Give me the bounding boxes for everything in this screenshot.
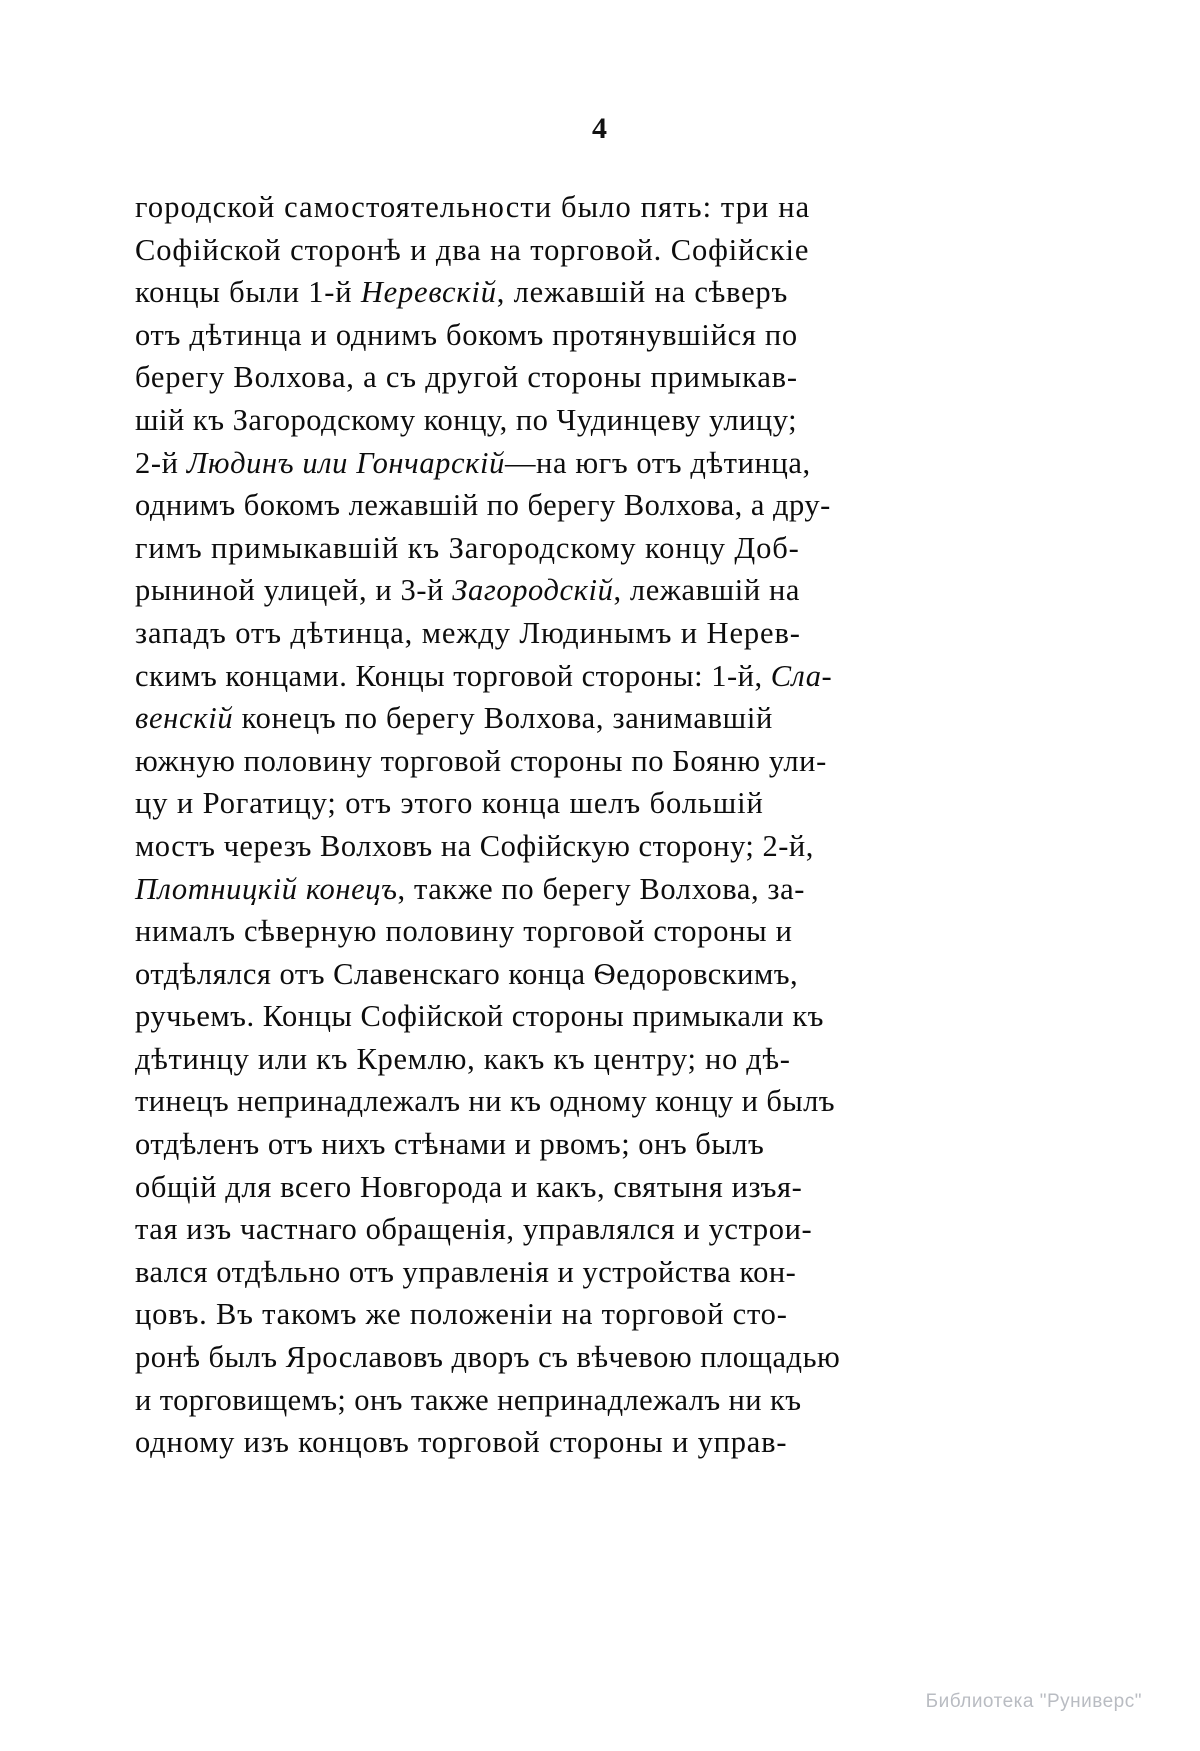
text-line: отдѣлялся отъ Славенскаго конца Ѳедоровскимъ, [135, 956, 799, 991]
text-line: скимъ концами. Концы торговой стороны: 1-й, Сла- [135, 658, 833, 693]
text-line: и торговищемъ; онъ также непринадлежалъ ни къ [135, 1382, 802, 1417]
text-line: цу и Рогатицу; отъ этого конца шелъ большій [135, 786, 764, 821]
text-line: дѣтинцу или къ Кремлю, какъ къ центру; но дѣ- [135, 1041, 791, 1076]
library-watermark: Библиотека "Руниверс" [925, 1691, 1142, 1712]
text-line: одному изъ концовъ торговой стороны и управ- [135, 1425, 788, 1460]
text-line: концы были 1-й Неревскій, лежавшій на сѣверъ [135, 275, 789, 310]
text-line: отъ дѣтинца и однимъ бокомъ протянувшійся по [135, 317, 798, 352]
text-line: западъ отъ дѣтинца, между Людинымъ и Нерев- [135, 615, 801, 650]
text-line: мостъ черезъ Волховъ на Софійскую сторону; 2-й, [135, 828, 814, 863]
text-line: берегу Волхова, а съ другой стороны примыкав- [135, 360, 798, 395]
text-line: южную половину торговой стороны по Бояню ули- [135, 743, 827, 778]
text-line: нималъ сѣверную половину торговой стороны и [135, 914, 793, 949]
text-line: ронѣ былъ Ярославовъ дворъ съ вѣчевою площадью [135, 1340, 841, 1375]
text-line: цовъ. Въ такомъ же положеніи на торговой сто- [135, 1297, 788, 1332]
page-number: 4 [592, 112, 608, 145]
text-line: рыниной улицей, и 3-й Загородскій, лежавшій на [135, 573, 801, 608]
text-line: ручьемъ. Концы Софійской стороны примыкали къ [135, 999, 824, 1034]
text-line: вался отдѣльно отъ управленія и устройства кон- [135, 1254, 797, 1289]
text-line: 2-й Людинъ или Гончарскій—на югъ отъ дѣтинца, [135, 445, 811, 480]
text-line: тая изъ частнаго обращенія, управлялся и устрои- [135, 1212, 813, 1247]
text-line: общій для всего Новгорода и какъ, святыня изъя- [135, 1169, 803, 1204]
text-line: однимъ бокомъ лежавшій по берегу Волхова, а дру- [135, 488, 831, 523]
text-line: тинецъ непринадлежалъ ни къ одному концу и былъ [135, 1084, 835, 1119]
text-line: отдѣленъ отъ нихъ стѣнами и рвомъ; онъ былъ [135, 1127, 765, 1162]
body-text [135, 186, 953, 1464]
text-line: Софійской сторонѣ и два на торговой. Софійскіе [135, 232, 810, 267]
text-line: Плотницкій конецъ, также по берегу Волхова, за- [135, 871, 805, 906]
text-line: гимъ примыкавшій къ Загородскому концу Доб- [135, 530, 800, 565]
text-line: городской самостоятельности было пять: три на [135, 190, 811, 224]
text-line: шій къ Загородскому концу, по Чудинцеву улицу; [135, 402, 798, 437]
text-line: венскій конецъ по берегу Волхова, занимавшій [135, 701, 774, 736]
